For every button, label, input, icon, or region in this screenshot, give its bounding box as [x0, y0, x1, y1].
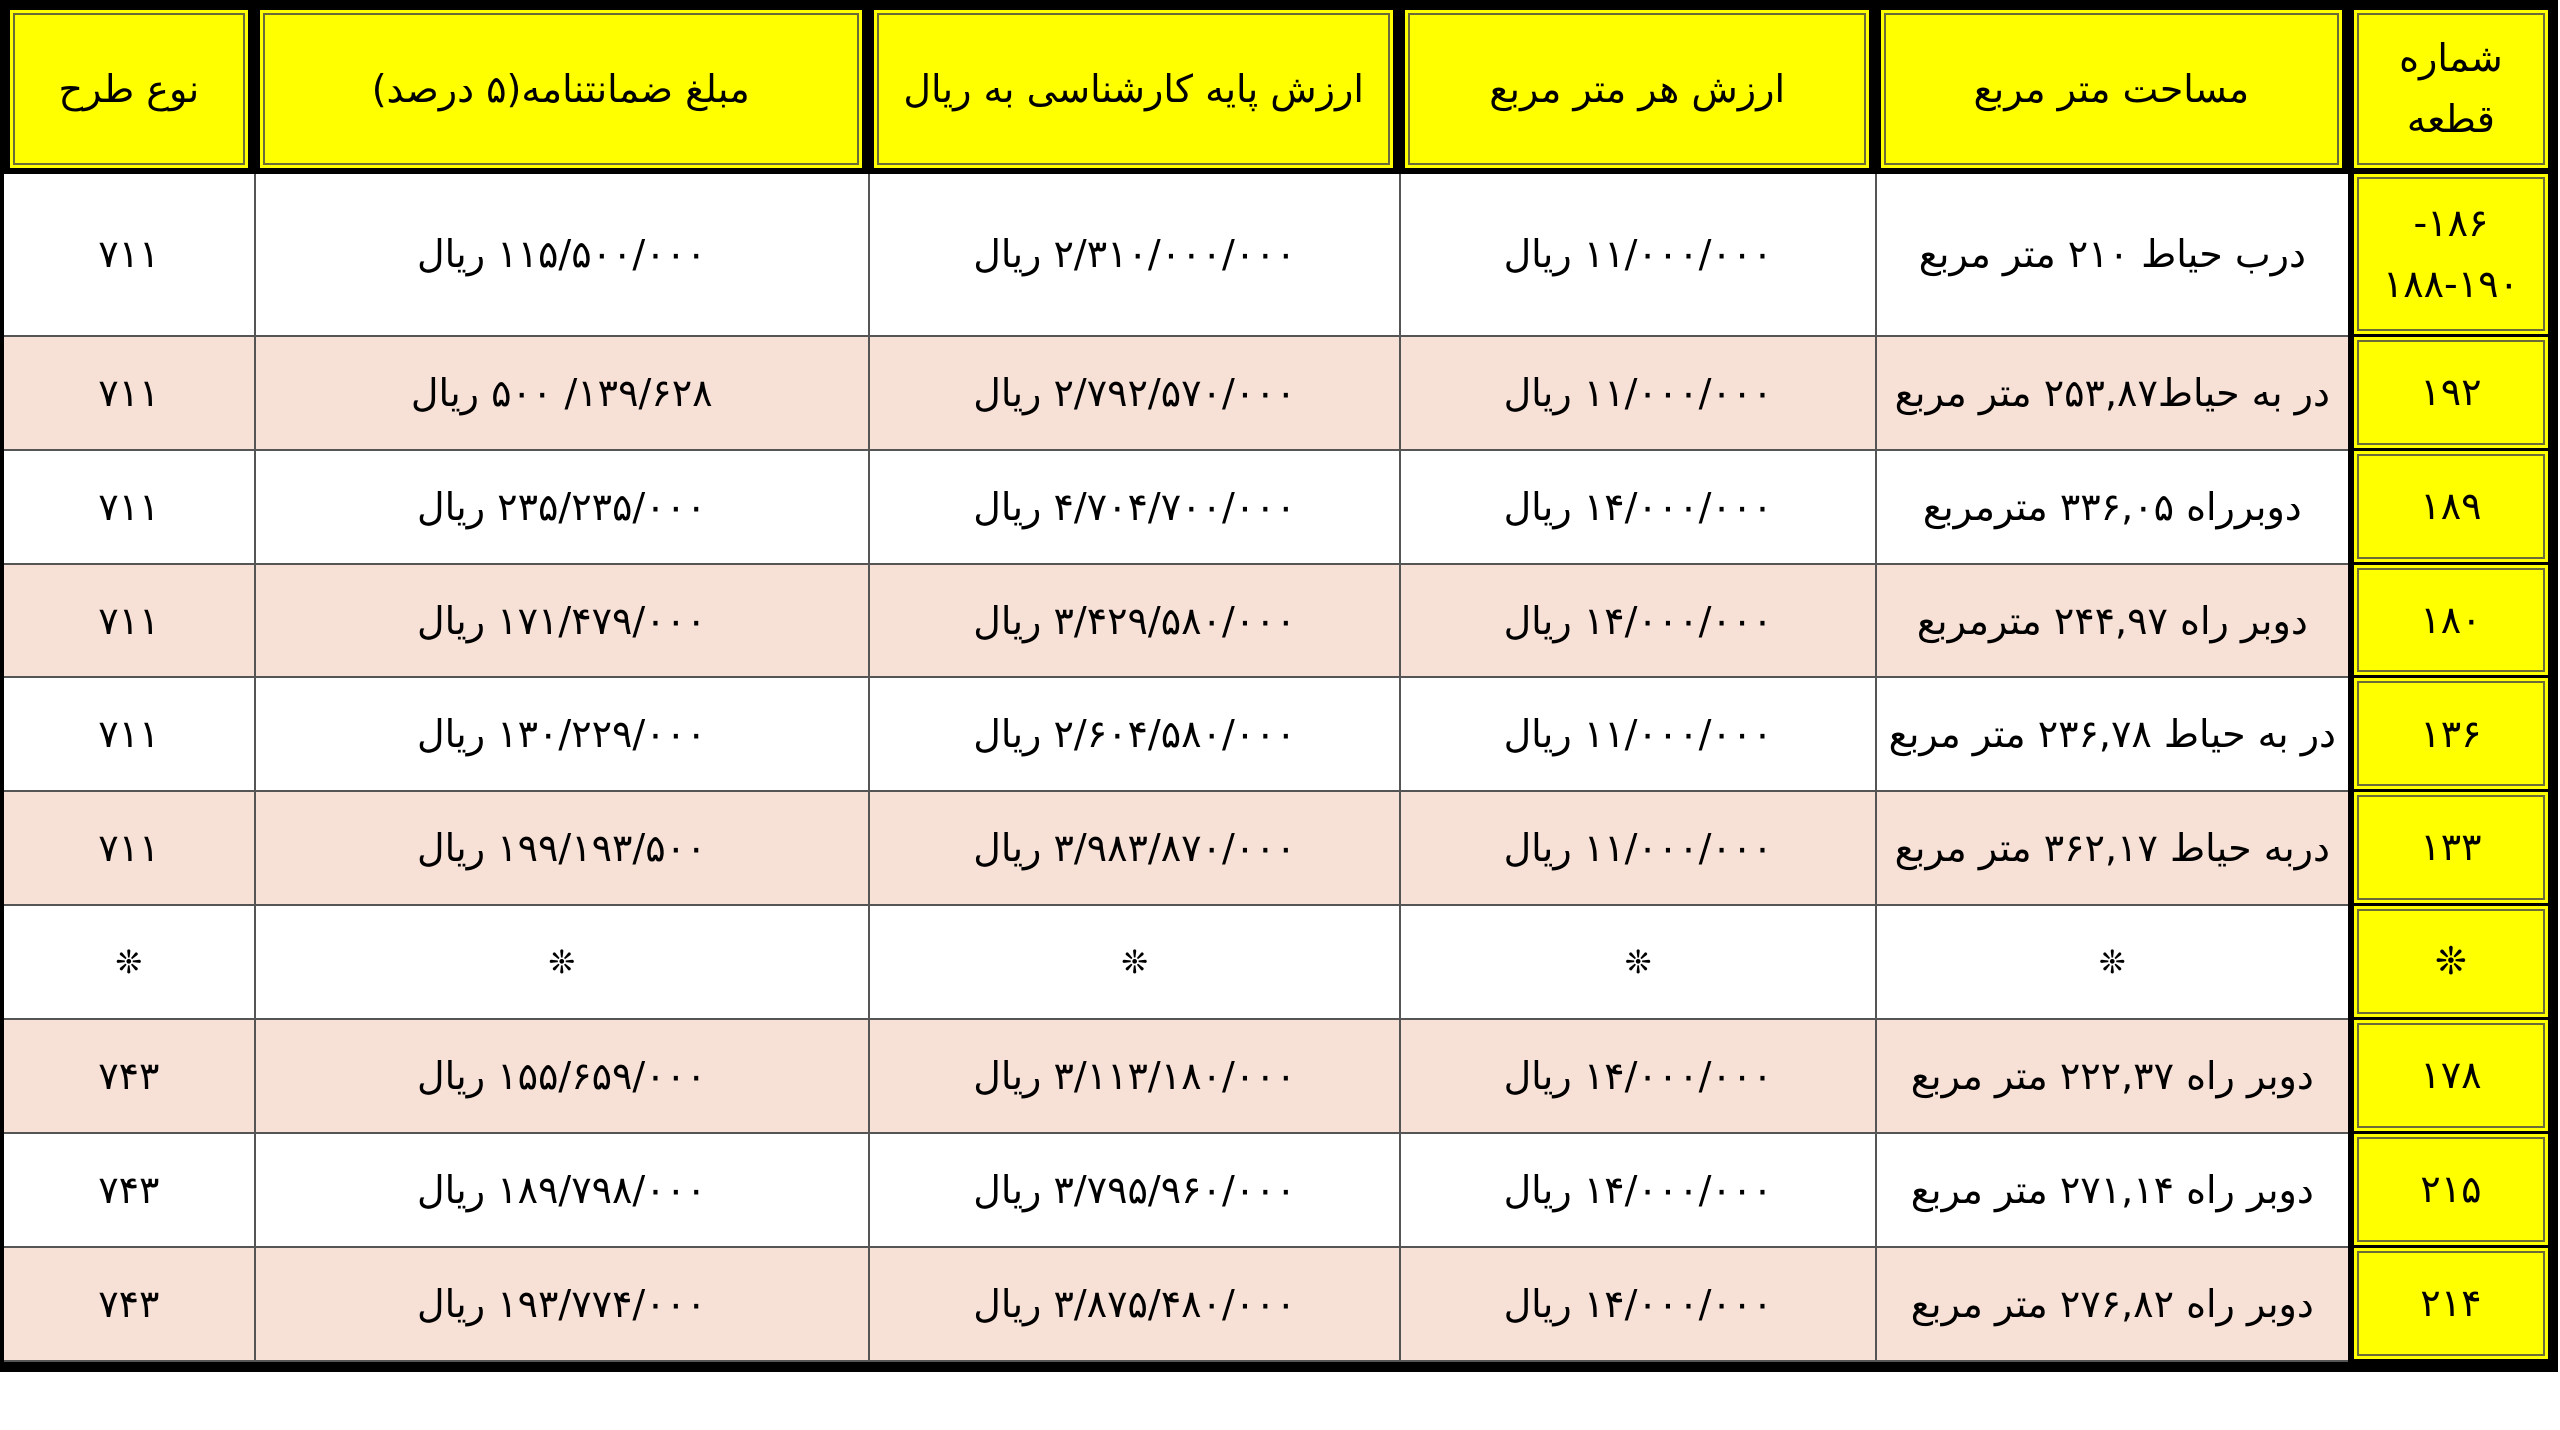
cell-guarantee: ❊: [254, 906, 868, 1020]
table-row: [4, 792, 2554, 906]
cell-area: در به حیاط ۲۳۶,۷۸ متر مربع: [1875, 678, 2348, 792]
cell-base-value: ۳/۹۸۳/۸۷۰/۰۰۰ ریال: [868, 792, 1400, 906]
header-plot-number-line2: قطعه: [2406, 97, 2495, 141]
cell-base-value: ۲/۶۰۴/۵۸۰/۰۰۰ ریال: [868, 678, 1400, 792]
table-body: [4, 174, 2554, 1362]
cell-area: دوبر راه ۲۲۲,۳۷ متر مربع: [1875, 1020, 2348, 1134]
cell-base-value: ۳/۴۲۹/۵۸۰/۰۰۰ ریال: [868, 565, 1400, 679]
cell-plot-number: [2348, 792, 2554, 906]
cell-price-per-meter: ۱۴/۰۰۰/۰۰۰ ریال: [1399, 565, 1874, 679]
cell-plan-type: ۷۴۳: [4, 1020, 254, 1134]
header-price-per-meter: ارزش هر متر مربع: [1399, 4, 1874, 174]
cell-plot-number: [2348, 337, 2554, 451]
plot-number-text: ۱۸۶-: [2413, 201, 2489, 246]
cell-plot-number: [2348, 1134, 2554, 1248]
cell-area: دوبر راه ۲۷۱,۱۴ متر مربع: [1875, 1134, 2348, 1248]
cell-plan-type: ۷۴۳: [4, 1248, 254, 1362]
cell-plan-type: ۷۱۱: [4, 451, 254, 565]
cell-plot-number: [2348, 174, 2554, 337]
cell-base-value: ۳/۷۹۵/۹۶۰/۰۰۰ ریال: [868, 1134, 1400, 1248]
cell-price-per-meter: ۱۴/۰۰۰/۰۰۰ ریال: [1399, 451, 1874, 565]
table-row: [4, 1248, 2554, 1362]
cell-area: ❊: [1875, 906, 2348, 1020]
header-base-value: ارزش پایه کارشناسی به ریال: [868, 4, 1400, 174]
header-plot-number-line1: شماره: [2399, 36, 2503, 81]
header-plot-number: [2348, 4, 2554, 174]
table-row: [4, 1134, 2554, 1248]
cell-guarantee: ۱۹۹/۱۹۳/۵۰۰ ریال: [254, 792, 868, 906]
cell-area: دوبر راه ۲۷۶,۸۲ متر مربع: [1875, 1248, 2348, 1362]
cell-price-per-meter: ۱۴/۰۰۰/۰۰۰ ریال: [1399, 1248, 1874, 1362]
table-row: [4, 451, 2554, 565]
plot-number-text: ۱۸۸-۱۹۰: [2382, 261, 2520, 306]
cell-plan-type: ۷۱۱: [4, 678, 254, 792]
cell-guarantee: ۱۵۵/۶۵۹/۰۰۰ ریال: [254, 1020, 868, 1134]
cell-guarantee: ۱۱۵/۵۰۰/۰۰۰ ریال: [254, 174, 868, 337]
cell-guarantee: ۱۳۰/۲۲۹/۰۰۰ ریال: [254, 678, 868, 792]
cell-plot-number: [2348, 451, 2554, 565]
cell-area: در به حیاط۲۵۳,۸۷ متر مربع: [1875, 337, 2348, 451]
header-plan-type: نوع طرح: [4, 4, 254, 174]
cell-price-per-meter: ۱۴/۰۰۰/۰۰۰ ریال: [1399, 1020, 1874, 1134]
table-row: [4, 1020, 2554, 1134]
table-row: [4, 906, 2554, 1020]
plot-number-text: ۱۸۹: [2420, 483, 2482, 528]
cell-base-value: ۳/۱۱۳/۱۸۰/۰۰۰ ریال: [868, 1020, 1400, 1134]
auction-plots-table: [4, 4, 2554, 1362]
cell-guarantee: ۲۳۵/۲۳۵/۰۰۰ ریال: [254, 451, 868, 565]
plot-number-text: ۱۷۸: [2420, 1053, 2482, 1098]
cell-price-per-meter: ۱۴/۰۰۰/۰۰۰ ریال: [1399, 1134, 1874, 1248]
plot-number-text: ۱۳۳: [2420, 825, 2482, 870]
cell-plan-type: ۷۱۱: [4, 792, 254, 906]
cell-area: دربه حیاط ۳۶۲,۱۷ متر مربع: [1875, 792, 2348, 906]
header-guarantee: مبلغ ضمانتنامه(۵ درصد): [254, 4, 868, 174]
cell-plot-number: [2348, 678, 2554, 792]
cell-guarantee: ۱۳۹/۶۲۸/ ۵۰۰ ریال: [254, 337, 868, 451]
cell-plot-number: [2348, 565, 2554, 679]
cell-guarantee: ۱۹۳/۷۷۴/۰۰۰ ریال: [254, 1248, 868, 1362]
cell-price-per-meter: ۱۱/۰۰۰/۰۰۰ ریال: [1399, 792, 1874, 906]
cell-area: دوبر راه ۲۴۴,۹۷ مترمربع: [1875, 565, 2348, 679]
plot-number-text: ۱۳۶: [2420, 711, 2482, 756]
header-row: [4, 4, 2554, 174]
cell-plan-type: ۷۱۱: [4, 174, 254, 337]
plot-number-text: ❊: [2435, 939, 2467, 984]
cell-price-per-meter: ۱۱/۰۰۰/۰۰۰ ریال: [1399, 678, 1874, 792]
cell-plot-number: [2348, 906, 2554, 1020]
header-area: مساحت متر مربع: [1875, 4, 2348, 174]
plot-number-text: ۲۱۴: [2420, 1281, 2482, 1326]
cell-guarantee: ۱۸۹/۷۹۸/۰۰۰ ریال: [254, 1134, 868, 1248]
cell-plot-number: [2348, 1248, 2554, 1362]
cell-base-value: ۴/۷۰۴/۷۰۰/۰۰۰ ریال: [868, 451, 1400, 565]
table-row: [4, 337, 2554, 451]
cell-base-value: ❊: [868, 906, 1400, 1020]
table-row: [4, 678, 2554, 792]
cell-area: دوبرراه ۳۳۶,۰۵ مترمربع: [1875, 451, 2348, 565]
cell-guarantee: ۱۷۱/۴۷۹/۰۰۰ ریال: [254, 565, 868, 679]
table-row: [4, 174, 2554, 337]
cell-base-value: ۲/۷۹۲/۵۷۰/۰۰۰ ریال: [868, 337, 1400, 451]
cell-base-value: ۳/۸۷۵/۴۸۰/۰۰۰ ریال: [868, 1248, 1400, 1362]
plot-number-text: ۲۱۵: [2420, 1167, 2482, 1212]
plot-number-text: ۱۹۲: [2420, 369, 2482, 414]
cell-price-per-meter: ❊: [1399, 906, 1874, 1020]
cell-plan-type: ❊: [4, 906, 254, 1020]
cell-price-per-meter: ۱۱/۰۰۰/۰۰۰ ریال: [1399, 337, 1874, 451]
cell-plot-number: [2348, 1020, 2554, 1134]
cell-plan-type: ۷۴۳: [4, 1134, 254, 1248]
cell-area: درب حیاط ۲۱۰ متر مربع: [1875, 174, 2348, 337]
cell-price-per-meter: ۱۱/۰۰۰/۰۰۰ ریال: [1399, 174, 1874, 337]
cell-base-value: ۲/۳۱۰/۰۰۰/۰۰۰ ریال: [868, 174, 1400, 337]
cell-plan-type: ۷۱۱: [4, 565, 254, 679]
cell-plan-type: ۷۱۱: [4, 337, 254, 451]
table-row: [4, 565, 2554, 679]
plot-number-text: ۱۸۰: [2420, 597, 2482, 642]
